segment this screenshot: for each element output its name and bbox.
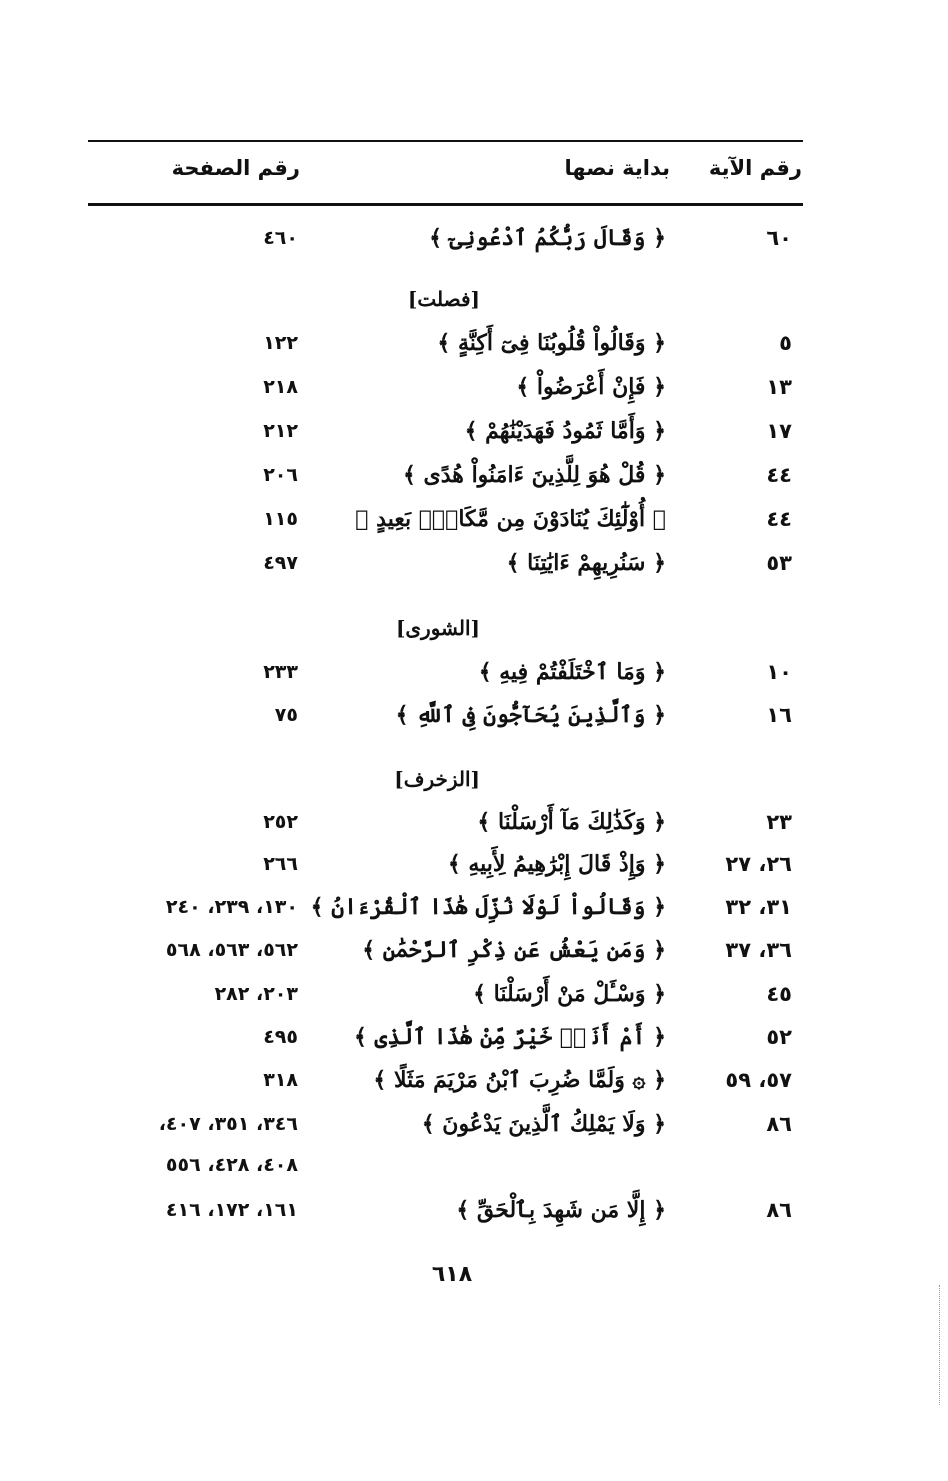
page-reference: ٤٦٠: [263, 227, 298, 249]
verse-number: ١٠: [766, 660, 792, 684]
page-number-text: ٦١٨: [431, 1262, 473, 1287]
table-row: [0, 802, 948, 842]
table-row: [0, 887, 948, 927]
verse-number: ١٦: [766, 703, 792, 727]
page-reference: ١٦١، ١٧٢، ٤١٦: [165, 1199, 298, 1221]
page-reference: ٢٣٣: [263, 661, 298, 683]
table-row: [0, 499, 948, 539]
table-row: [0, 455, 948, 495]
page-reference: ١٣٠، ٢٣٩، ٢٤٠: [165, 896, 298, 918]
verse-text: ﴿ أُوْلَٰٓئِكَ يُنَادَوْنَ مِن مَّكَانٍۭ بَعِيدٍ ﴾: [355, 506, 666, 532]
verse-number: ٥٢: [766, 1025, 792, 1049]
verse-text: ﴿ وَٱلَّذِينَ يُحَآجُّونَ فِى ٱللَّهِ ﴾: [395, 702, 666, 728]
verse-number: ٤٥: [766, 982, 792, 1006]
page-reference: ٤٩٧: [263, 552, 298, 574]
table-row: [0, 543, 948, 583]
header-text-start: بداية نصها: [564, 156, 670, 180]
page-reference: ٤٩٥: [263, 1026, 298, 1048]
page-reference: ٣١٨: [263, 1069, 298, 1091]
verse-text: ﴿ وَقَالُواْ لَوْلَا نُزِّلَ هَٰذَا ٱلْقُرْءَانُ ﴾: [310, 894, 666, 920]
table-row: [0, 1060, 948, 1100]
top-rule: [88, 140, 803, 142]
page-reference: ٢٦٦: [263, 853, 298, 875]
page-reference: ٢١٢: [263, 420, 298, 442]
section-title-fussilat: [فصلت]: [407, 287, 480, 311]
verse-text: ﴿ وَقَالَ رَبُّكُمُ ٱدْعُونِىٓ ﴾: [429, 225, 666, 251]
verse-text: ﴿ أَمْ أَنَا۠ خَيْرٌ مِّنْ هَٰذَا ٱلَّذِى ﴾: [353, 1024, 666, 1050]
page-reference: ٢١٨: [263, 376, 298, 398]
page-reference: ٢٠٣، ٢٨٢: [214, 983, 298, 1005]
page-reference: ٢٠٦: [263, 464, 298, 486]
verse-number: ٣١، ٣٢: [725, 895, 792, 919]
verse-number: ٢٦، ٢٧: [725, 852, 792, 876]
table-row: [0, 218, 948, 258]
table-row: [0, 1104, 948, 1144]
verse-text: ﴿ إِلَّا مَن شَهِدَ بِٱلْحَقِّ ﴾: [456, 1197, 666, 1223]
table-row: [0, 930, 948, 970]
table-row: [0, 1190, 948, 1230]
page-reference: ١٢٢: [263, 332, 298, 354]
header-verse-number: رقم الآية: [708, 156, 802, 180]
header-rule: [88, 203, 803, 206]
table-row: [0, 844, 948, 884]
verse-text: ﴿ وَمَا ٱخْتَلَفْتُمْ فِيهِ ﴾: [478, 659, 666, 685]
header-page-number: رقم الصفحة: [171, 156, 300, 180]
verse-number: ٥: [779, 331, 792, 355]
verse-text: ﴿ فَإِنْ أَعْرَضُواْ ﴾: [516, 374, 666, 400]
page-reference: ٤٠٨، ٤٢٨، ٥٥٦: [165, 1154, 298, 1176]
verse-number: ١٧: [766, 419, 792, 443]
table-row: [0, 652, 948, 692]
verse-text: ﴿ وَإِذْ قَالَ إِبْرَٰهِيمُ لِأَبِيهِ ﴾: [447, 851, 666, 877]
verse-number: ١٣: [766, 375, 792, 399]
table-row: [0, 974, 948, 1014]
table-row: [0, 1145, 948, 1185]
table-row: [0, 1017, 948, 1057]
verse-text: ﴿ وَقَالُواْ قُلُوبُنَا فِىٓ أَكِنَّةٍ ﴾: [437, 330, 666, 356]
scan-edge: [939, 1285, 940, 1405]
table-row: [0, 367, 948, 407]
verse-number: ٨٦: [766, 1198, 792, 1222]
verse-text: ﴿ قُلْ هُوَ لِلَّذِينَ ءَامَنُواْ هُدًى ﴾: [402, 462, 666, 488]
verse-text: ﴿ وَكَذَٰلِكَ مَآ أَرْسَلْنَا ﴾: [477, 809, 666, 835]
verse-number: ٣٦، ٣٧: [725, 938, 792, 962]
verse-text: ﴿ وَمَن يَعْشُ عَن ذِكْرِ ٱلرَّحْمَٰنِ ﴾: [362, 937, 666, 963]
verse-text: ﴿ سَنُرِيهِمْ ءَايَٰتِنَا ﴾: [506, 550, 666, 576]
verse-number: ٥٣: [766, 551, 792, 575]
page-reference: ١١٥: [263, 508, 298, 530]
section-title-ash-shura: [الشورى]: [395, 616, 480, 640]
verse-text: ﴿ وَسْـَٔلْ مَنْ أَرْسَلْنَا ﴾: [473, 981, 666, 1007]
verse-number: ٤٤: [766, 463, 792, 487]
verse-text: ﴿ وَأَمَّا ثَمُودُ فَهَدَيْنَٰهُمْ ﴾: [464, 418, 666, 444]
table-row: [0, 411, 948, 451]
page-reference: ٢٥٢: [263, 811, 298, 833]
table-row: [0, 323, 948, 363]
verse-text: ﴿ وَلَا يَمْلِكُ ٱلَّذِينَ يَدْعُونَ ﴾: [421, 1111, 666, 1137]
verse-number: ٤٤: [766, 507, 792, 531]
section-title-az-zukhruf: [الزخرف]: [394, 767, 480, 791]
table-row: [0, 695, 948, 735]
verse-text: ﴿ ۞ وَلَمَّا ضُرِبَ ٱبْنُ مَرْيَمَ مَثَلًا ﴾: [373, 1067, 666, 1093]
verse-number: ٥٧، ٥٩: [725, 1068, 792, 1092]
page-reference: ٧٥: [274, 704, 298, 726]
verse-number: ٢٣: [766, 810, 792, 834]
page-reference: ٣٤٦، ٣٥١، ٤٠٧،: [158, 1113, 298, 1135]
verse-number: ٨٦: [766, 1112, 792, 1136]
page-reference: ٥٦٢، ٥٦٣، ٥٦٨: [165, 939, 298, 961]
page-number: [0, 1262, 948, 1287]
verse-number: ٦٠: [766, 226, 792, 250]
